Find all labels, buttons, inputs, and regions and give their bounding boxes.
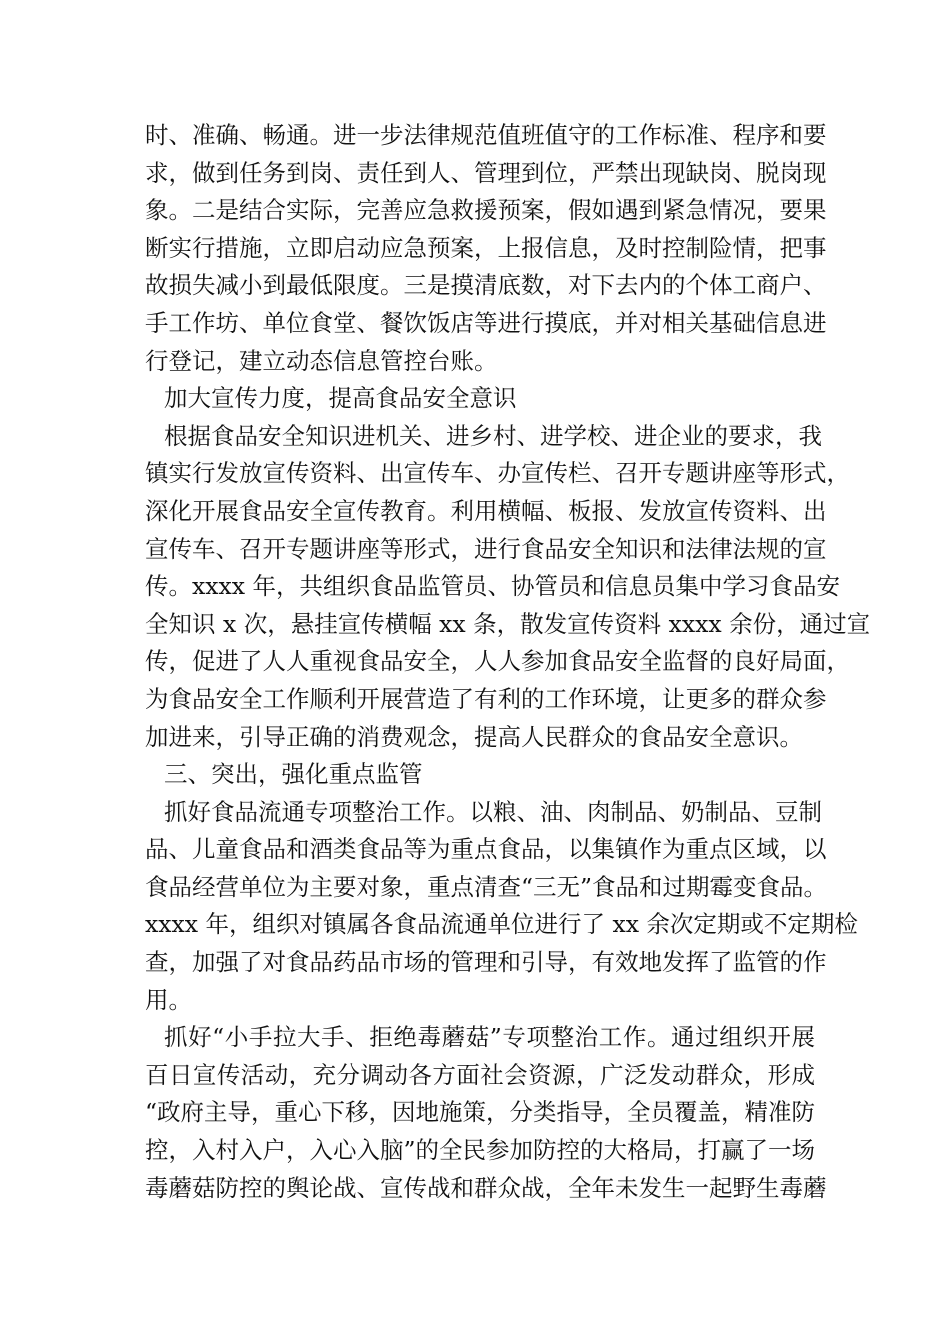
text-line: 加大宣传力度，提高食品安全意识 bbox=[164, 384, 517, 413]
text-line: 加进来，引导正确的消费观念，提高人民群众的食品安全意识。 bbox=[145, 722, 803, 751]
text-line: 抓好“小手拉大手、拒绝毒蘑菇”专项整治工作。通过组织开展 bbox=[164, 1023, 815, 1052]
text-line: 为食品安全工作顺利开展营造了有利的工作环境，让更多的群众参 bbox=[145, 684, 827, 713]
document-body bbox=[145, 117, 871, 1207]
text-line: 全知识 x 次，悬挂宣传横幅 xx 条，散发宣传资料 xxxx 余份，通过宣 bbox=[145, 609, 871, 638]
text-line: “政府主导，重心下移，因地施策，分类指导，全员覆盖，精准防 bbox=[145, 1098, 816, 1127]
text-line: 毒蘑菇防控的舆论战、宣传战和群众战，全年未发生一起野生毒蘑 bbox=[145, 1173, 827, 1202]
text-line: 行登记，建立动态信息管控台账。 bbox=[145, 346, 498, 375]
text-line: 故损失减小到最低限度。三是摸清底数，对下去内的个体工商户、 bbox=[145, 271, 827, 300]
text-line: 品、儿童食品和酒类食品等为重点食品，以集镇作为重点区域，以 bbox=[145, 835, 827, 864]
text-line: 百日宣传活动，充分调动各方面社会资源，广泛发动群众，形成 bbox=[145, 1060, 815, 1089]
text-line: 用。 bbox=[145, 985, 192, 1014]
text-line: 断实行措施，立即启动应急预案，上报信息，及时控制险情，把事 bbox=[145, 233, 827, 262]
text-line: 根据食品安全知识进机关、进乡村、进学校、进企业的要求，我 bbox=[164, 421, 822, 450]
text-line: 求，做到任务到岗、责任到人、管理到位，严禁出现缺岗、脱岗现 bbox=[145, 158, 827, 187]
text-line: 象。二是结合实际，完善应急救援预案，假如遇到紧急情况，要果 bbox=[145, 196, 827, 225]
text-line: 深化开展食品安全宣传教育。利用横幅、板报、发放宣传资料、出 bbox=[145, 496, 827, 525]
text-line: 手工作坊、单位食堂、餐饮饭店等进行摸底，并对相关基础信息进 bbox=[145, 308, 827, 337]
text-line: 传，促进了人人重视食品安全，人人参加食品安全监督的良好局面， bbox=[145, 647, 850, 676]
text-line: 控，入村入户，入心入脑”的全民参加防控的大格局，打赢了一场 bbox=[145, 1136, 816, 1165]
text-line: 传。xxxx 年，共组织食品监管员、协管员和信息员集中学习食品安 bbox=[145, 572, 840, 601]
text-line: 三、突出，强化重点监管 bbox=[164, 760, 423, 789]
text-line: xxxx 年，组织对镇属各食品流通单位进行了 xx 余次定期或不定期检 bbox=[145, 910, 858, 939]
text-line: 宣传车、召开专题讲座等形式，进行食品安全知识和法律法规的宣 bbox=[145, 534, 827, 563]
text-line: 时、准确、畅通。进一步法律规范值班值守的工作标准、程序和要 bbox=[145, 121, 827, 149]
text-line: 镇实行发放宣传资料、出宣传车、办宣传栏、召开专题讲座等形式， bbox=[145, 459, 850, 488]
text-line: 抓好食品流通专项整治工作。以粮、油、肉制品、奶制品、豆制 bbox=[164, 797, 822, 826]
text-line: 食品经营单位为主要对象，重点清查“三无”食品和过期霉变食品。 bbox=[145, 872, 828, 901]
text-line: 查，加强了对食品药品市场的管理和引导，有效地发挥了监管的作 bbox=[145, 948, 827, 977]
